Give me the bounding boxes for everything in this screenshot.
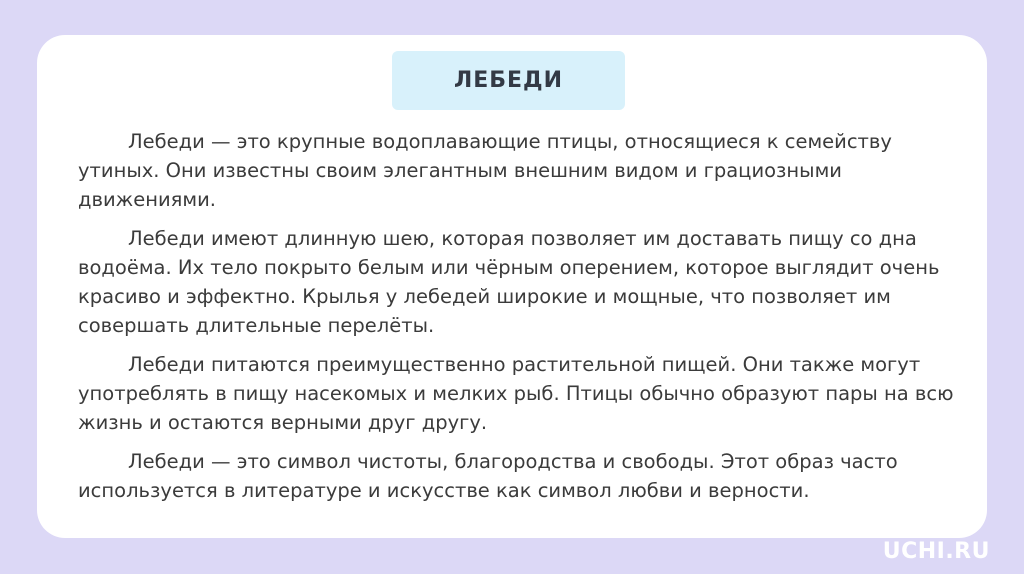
paragraph-4: Лебеди — это символ чистоты, благородства и свободы. Этот образ часто используется в литературе и искусстве как символ любви и верности. [78, 450, 898, 502]
paragraph-3: Лебеди питаются преимущественно растительной пищей. Они также могут употреблять в пищу насекомых и мелких рыб. Птицы обычно образуют пары на всю жизнь и остаются верными друг другу. [78, 353, 954, 434]
paragraph-2: Лебеди имеют длинную шею, которая позволяет им доставать пищу со дна водоёма. Их тело покрыто белым или чёрным оперением, которое выглядит очень красиво и эффектно. Крылья у лебедей широкие и мощные, что позволяет им совершать длительные перелёты. [78, 227, 940, 337]
paragraph-1: Лебеди — это крупные водоплавающие птицы, относящиеся к семейству утиных. Они известны своим элегантным внешним видом и грациозными движениями. [78, 130, 892, 211]
title-box [392, 51, 625, 110]
uchi-watermark: UCHI.RU [882, 539, 990, 564]
slide-body [78, 127, 958, 515]
slide-title: ЛЕБЕДИ [453, 68, 564, 93]
